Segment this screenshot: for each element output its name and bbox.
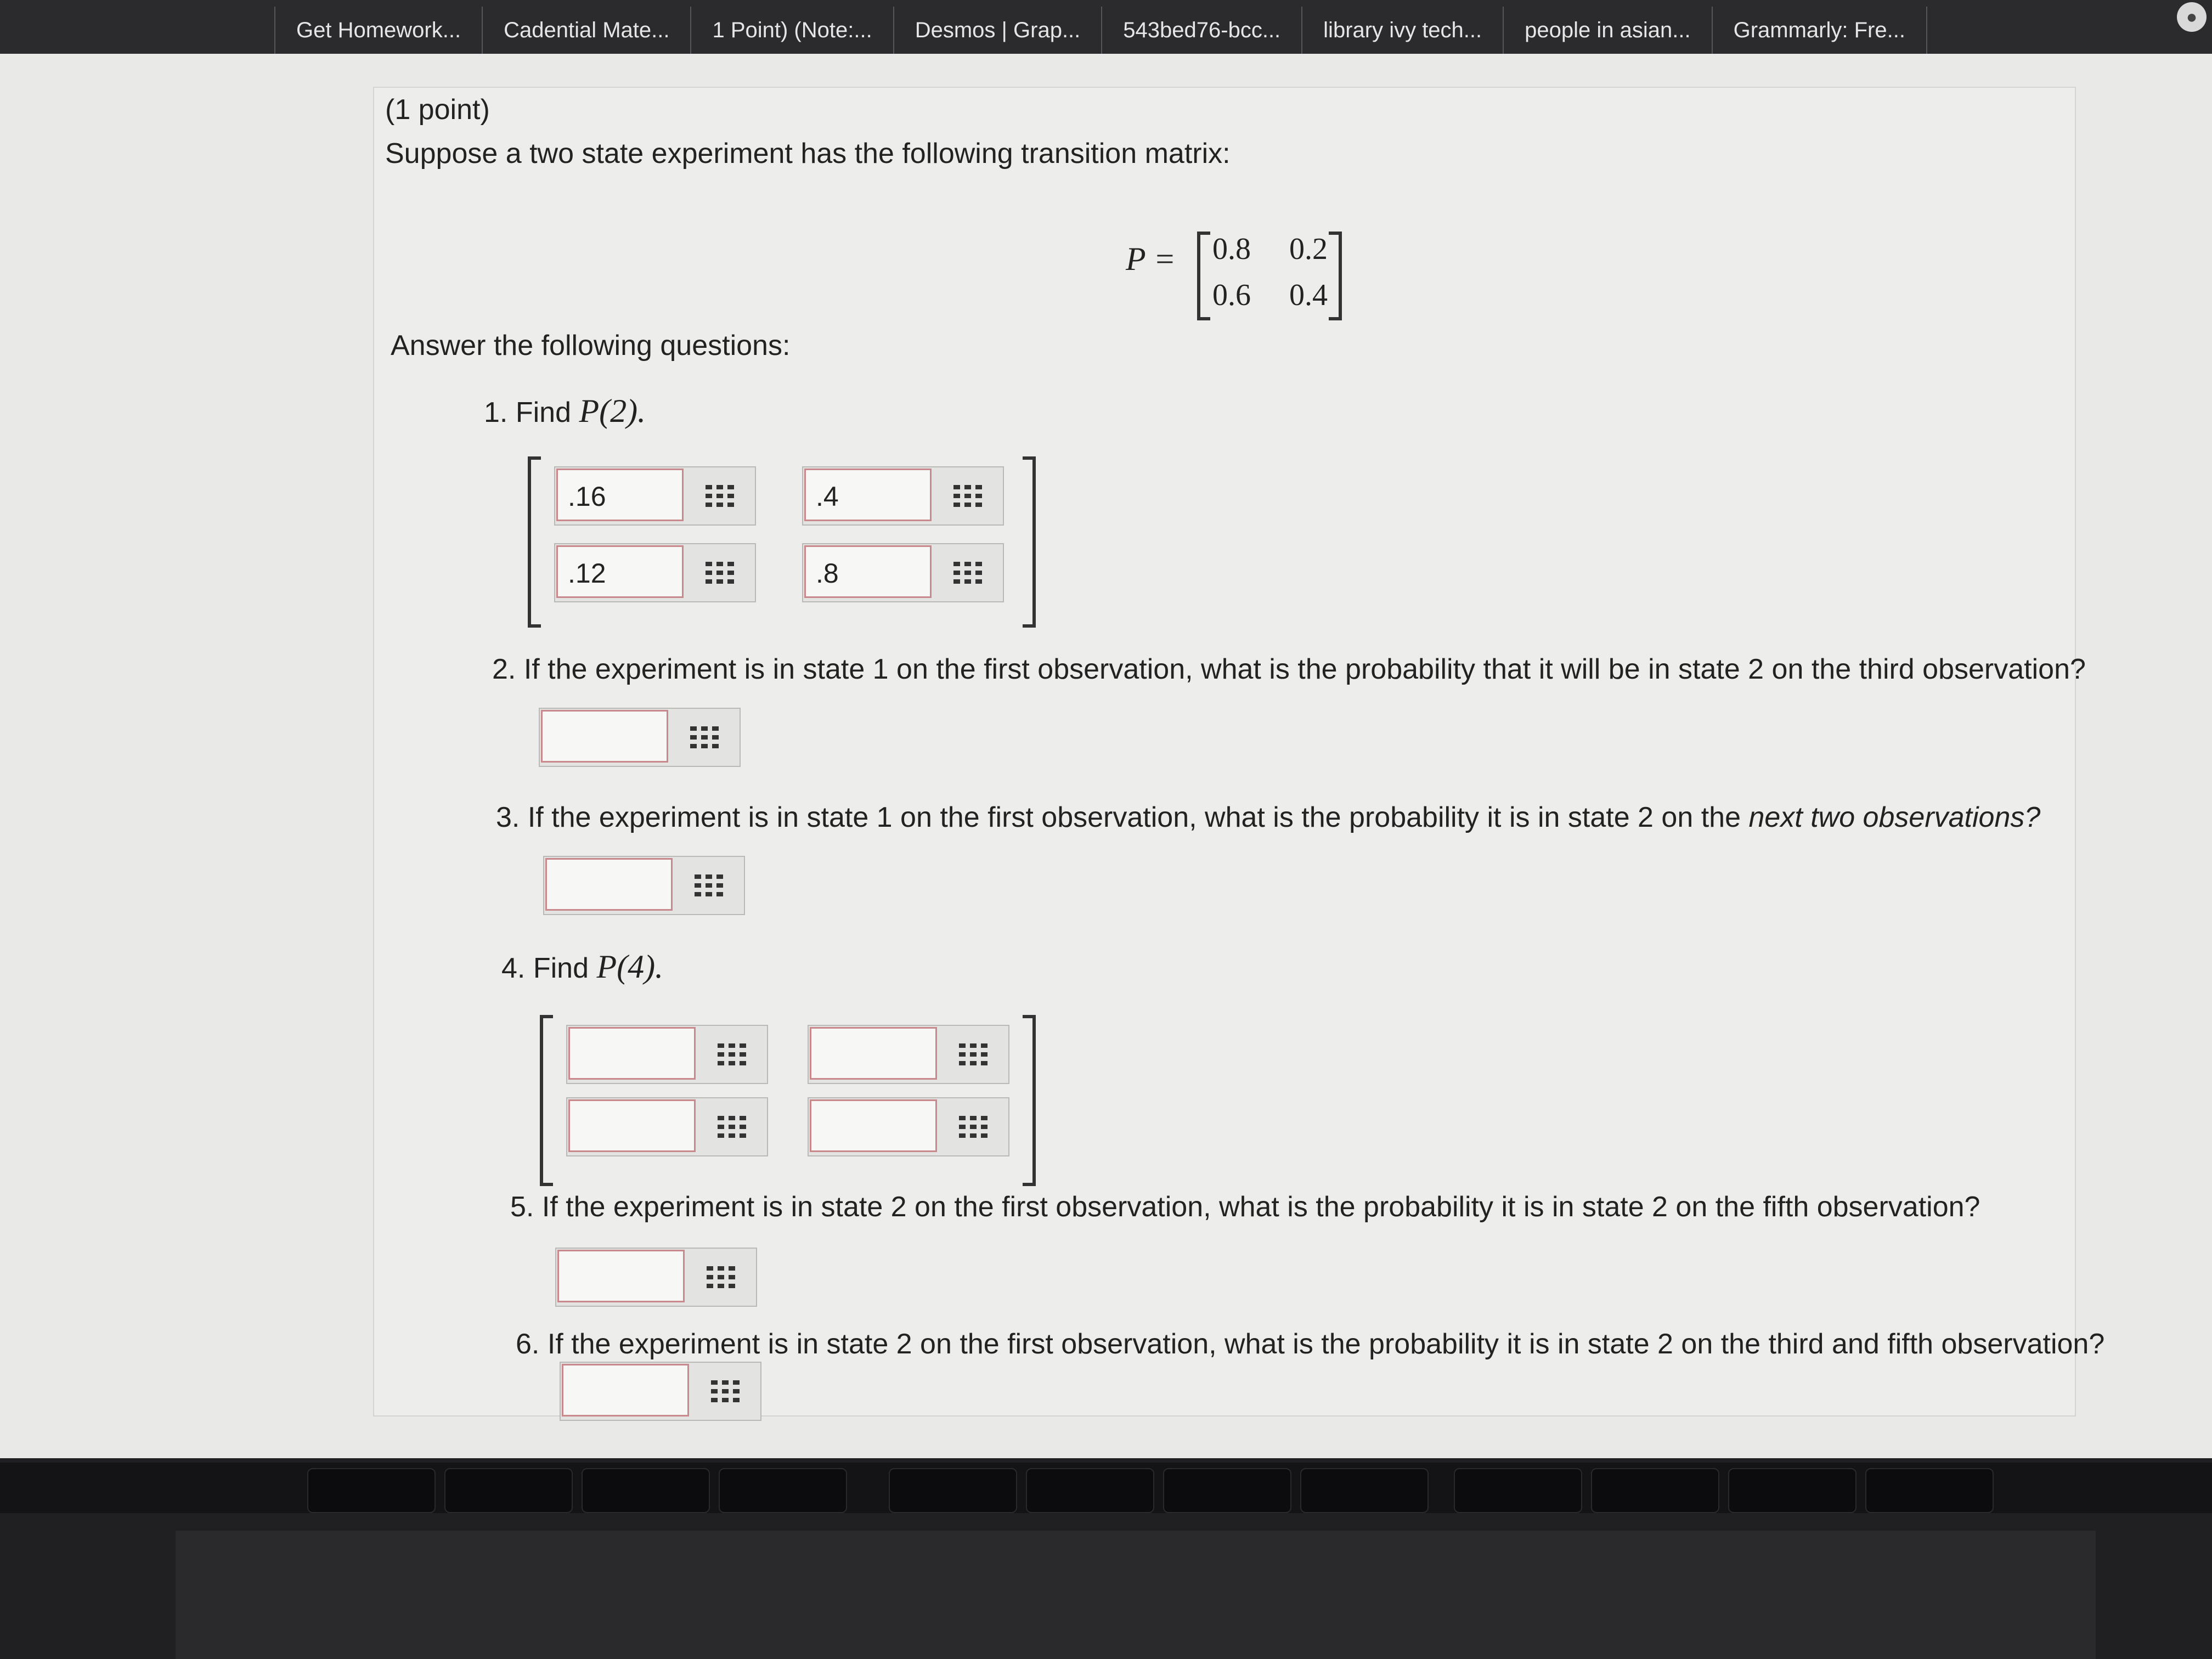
p2-r1c1-field <box>554 466 756 526</box>
p4-r2c1-field <box>566 1097 768 1156</box>
tab-grammarly[interactable]: Grammarly: Fre... <box>1713 7 1927 54</box>
answer-prompt: Answer the following questions: <box>391 330 791 362</box>
matrix-right-bracket <box>1329 232 1342 320</box>
question-4-text: Find <box>533 952 589 984</box>
q6-answer-field <box>560 1362 761 1421</box>
tab-get-homework[interactable]: Get Homework... <box>275 7 483 54</box>
grid-icon[interactable] <box>938 1026 1008 1083</box>
points-label: (1 point) <box>385 94 490 126</box>
problem-panel <box>373 87 2105 1417</box>
function-key <box>444 1468 573 1513</box>
p2-r2c2-input[interactable]: .8 <box>804 545 932 598</box>
p4-r1c1-field <box>566 1025 768 1084</box>
question-4-number: 4. <box>501 952 526 984</box>
question-1-number: 1. <box>484 397 508 428</box>
q5-answer-field <box>555 1248 757 1307</box>
matrix-a21: 0.6 <box>1212 278 1251 312</box>
q2-answer-input[interactable] <box>541 710 668 763</box>
p4-r2c2-field <box>808 1097 1009 1156</box>
grid-icon[interactable] <box>690 1363 760 1420</box>
p2-r2c1-input[interactable]: .12 <box>556 545 684 598</box>
function-key <box>889 1468 1017 1513</box>
grid-icon[interactable] <box>685 544 755 601</box>
question-1-text: Find <box>515 397 571 428</box>
browser-viewport <box>0 54 2212 1458</box>
q5-answer-input[interactable] <box>557 1250 685 1302</box>
matrix-label: P = <box>1126 241 1176 277</box>
question-2 <box>492 653 2086 686</box>
grid-icon[interactable] <box>674 857 744 914</box>
question-4-math: P(4). <box>596 949 664 985</box>
question-6-text: If the experiment is in state 2 on the first observation, what is the probability it is in state 2 on the third and fifth observation? <box>547 1328 2105 1360</box>
p2-r1c2-input[interactable]: .4 <box>804 469 932 521</box>
function-key <box>1300 1468 1429 1513</box>
keyboard-deck <box>176 1531 2096 1659</box>
function-key <box>1865 1468 1994 1513</box>
p2-left-bracket <box>528 456 541 628</box>
grid-icon[interactable] <box>669 709 740 766</box>
question-3-number: 3. <box>496 802 520 833</box>
p4-r1c2-field <box>808 1025 1009 1084</box>
question-5-text: If the experiment is in state 2 on the first observation, what is the probability it is in state 2 on the fifth observation? <box>541 1191 1980 1223</box>
question-5 <box>510 1190 1980 1223</box>
question-1-math: P(2). <box>579 393 646 429</box>
q3-answer-field <box>543 856 745 915</box>
p4-right-bracket <box>1023 1015 1036 1186</box>
tab-partial[interactable] <box>0 7 275 54</box>
question-3-emphasis: next two observations? <box>1748 802 2041 833</box>
q2-answer-field <box>539 708 741 767</box>
p4-left-bracket <box>540 1015 553 1186</box>
question-1 <box>484 392 646 430</box>
p4-r1c1-input[interactable] <box>568 1027 696 1080</box>
grid-icon[interactable] <box>933 544 1003 601</box>
problem-intro: Suppose a two state experiment has the following transition matrix: <box>385 138 1231 170</box>
question-4 <box>501 948 663 986</box>
question-6 <box>516 1328 2104 1361</box>
function-key <box>719 1468 847 1513</box>
grid-icon[interactable] <box>933 467 1003 524</box>
p2-r1c2-field <box>802 466 1004 526</box>
function-key <box>1163 1468 1291 1513</box>
function-key <box>1026 1468 1154 1513</box>
question-3 <box>496 801 2040 834</box>
tab-desmos[interactable]: Desmos | Grap... <box>894 7 1103 54</box>
matrix-a22: 0.4 <box>1289 278 1328 312</box>
grid-icon[interactable] <box>938 1098 1008 1155</box>
function-key <box>1591 1468 1719 1513</box>
p2-r1c1-input[interactable]: .16 <box>556 469 684 521</box>
matrix-left-bracket <box>1197 232 1210 320</box>
function-key <box>307 1468 436 1513</box>
q6-answer-input[interactable] <box>562 1364 689 1417</box>
tab-people-in-asian[interactable]: people in asian... <box>1504 7 1712 54</box>
p4-r2c2-input[interactable] <box>810 1099 937 1152</box>
function-key <box>1454 1468 1582 1513</box>
p2-r2c1-field <box>554 543 756 602</box>
tab-1-point-note[interactable]: 1 Point) (Note:... <box>691 7 894 54</box>
grid-icon[interactable] <box>686 1249 756 1306</box>
function-key <box>1728 1468 1857 1513</box>
matrix-a12: 0.2 <box>1289 232 1328 266</box>
question-5-number: 5. <box>510 1191 534 1223</box>
function-key <box>582 1468 710 1513</box>
circle-icon[interactable]: ● <box>2177 2 2207 32</box>
tab-library-ivy-tech[interactable]: library ivy tech... <box>1302 7 1504 54</box>
p4-r2c1-input[interactable] <box>568 1099 696 1152</box>
matrix-a11: 0.8 <box>1212 232 1251 266</box>
p2-right-bracket <box>1023 456 1036 628</box>
p2-r2c2-field <box>802 543 1004 602</box>
p4-r1c2-input[interactable] <box>810 1027 937 1080</box>
question-2-number: 2. <box>492 653 516 685</box>
tab-cadential-mate[interactable]: Cadential Mate... <box>483 7 691 54</box>
question-3-text: If the experiment is in state 1 on the first observation, what is the probability it is in state 2 on the <box>527 802 1741 833</box>
q3-answer-input[interactable] <box>545 858 673 911</box>
grid-icon[interactable] <box>697 1098 767 1155</box>
grid-icon[interactable] <box>685 467 755 524</box>
question-2-text: If the experiment is in state 1 on the first observation, what is the probability that it will be in state 2 on the third observation? <box>523 653 2086 685</box>
browser-tab-bar <box>0 0 2212 54</box>
question-6-number: 6. <box>516 1328 540 1360</box>
tab-543bed76[interactable]: 543bed76-bcc... <box>1102 7 1302 54</box>
grid-icon[interactable] <box>697 1026 767 1083</box>
